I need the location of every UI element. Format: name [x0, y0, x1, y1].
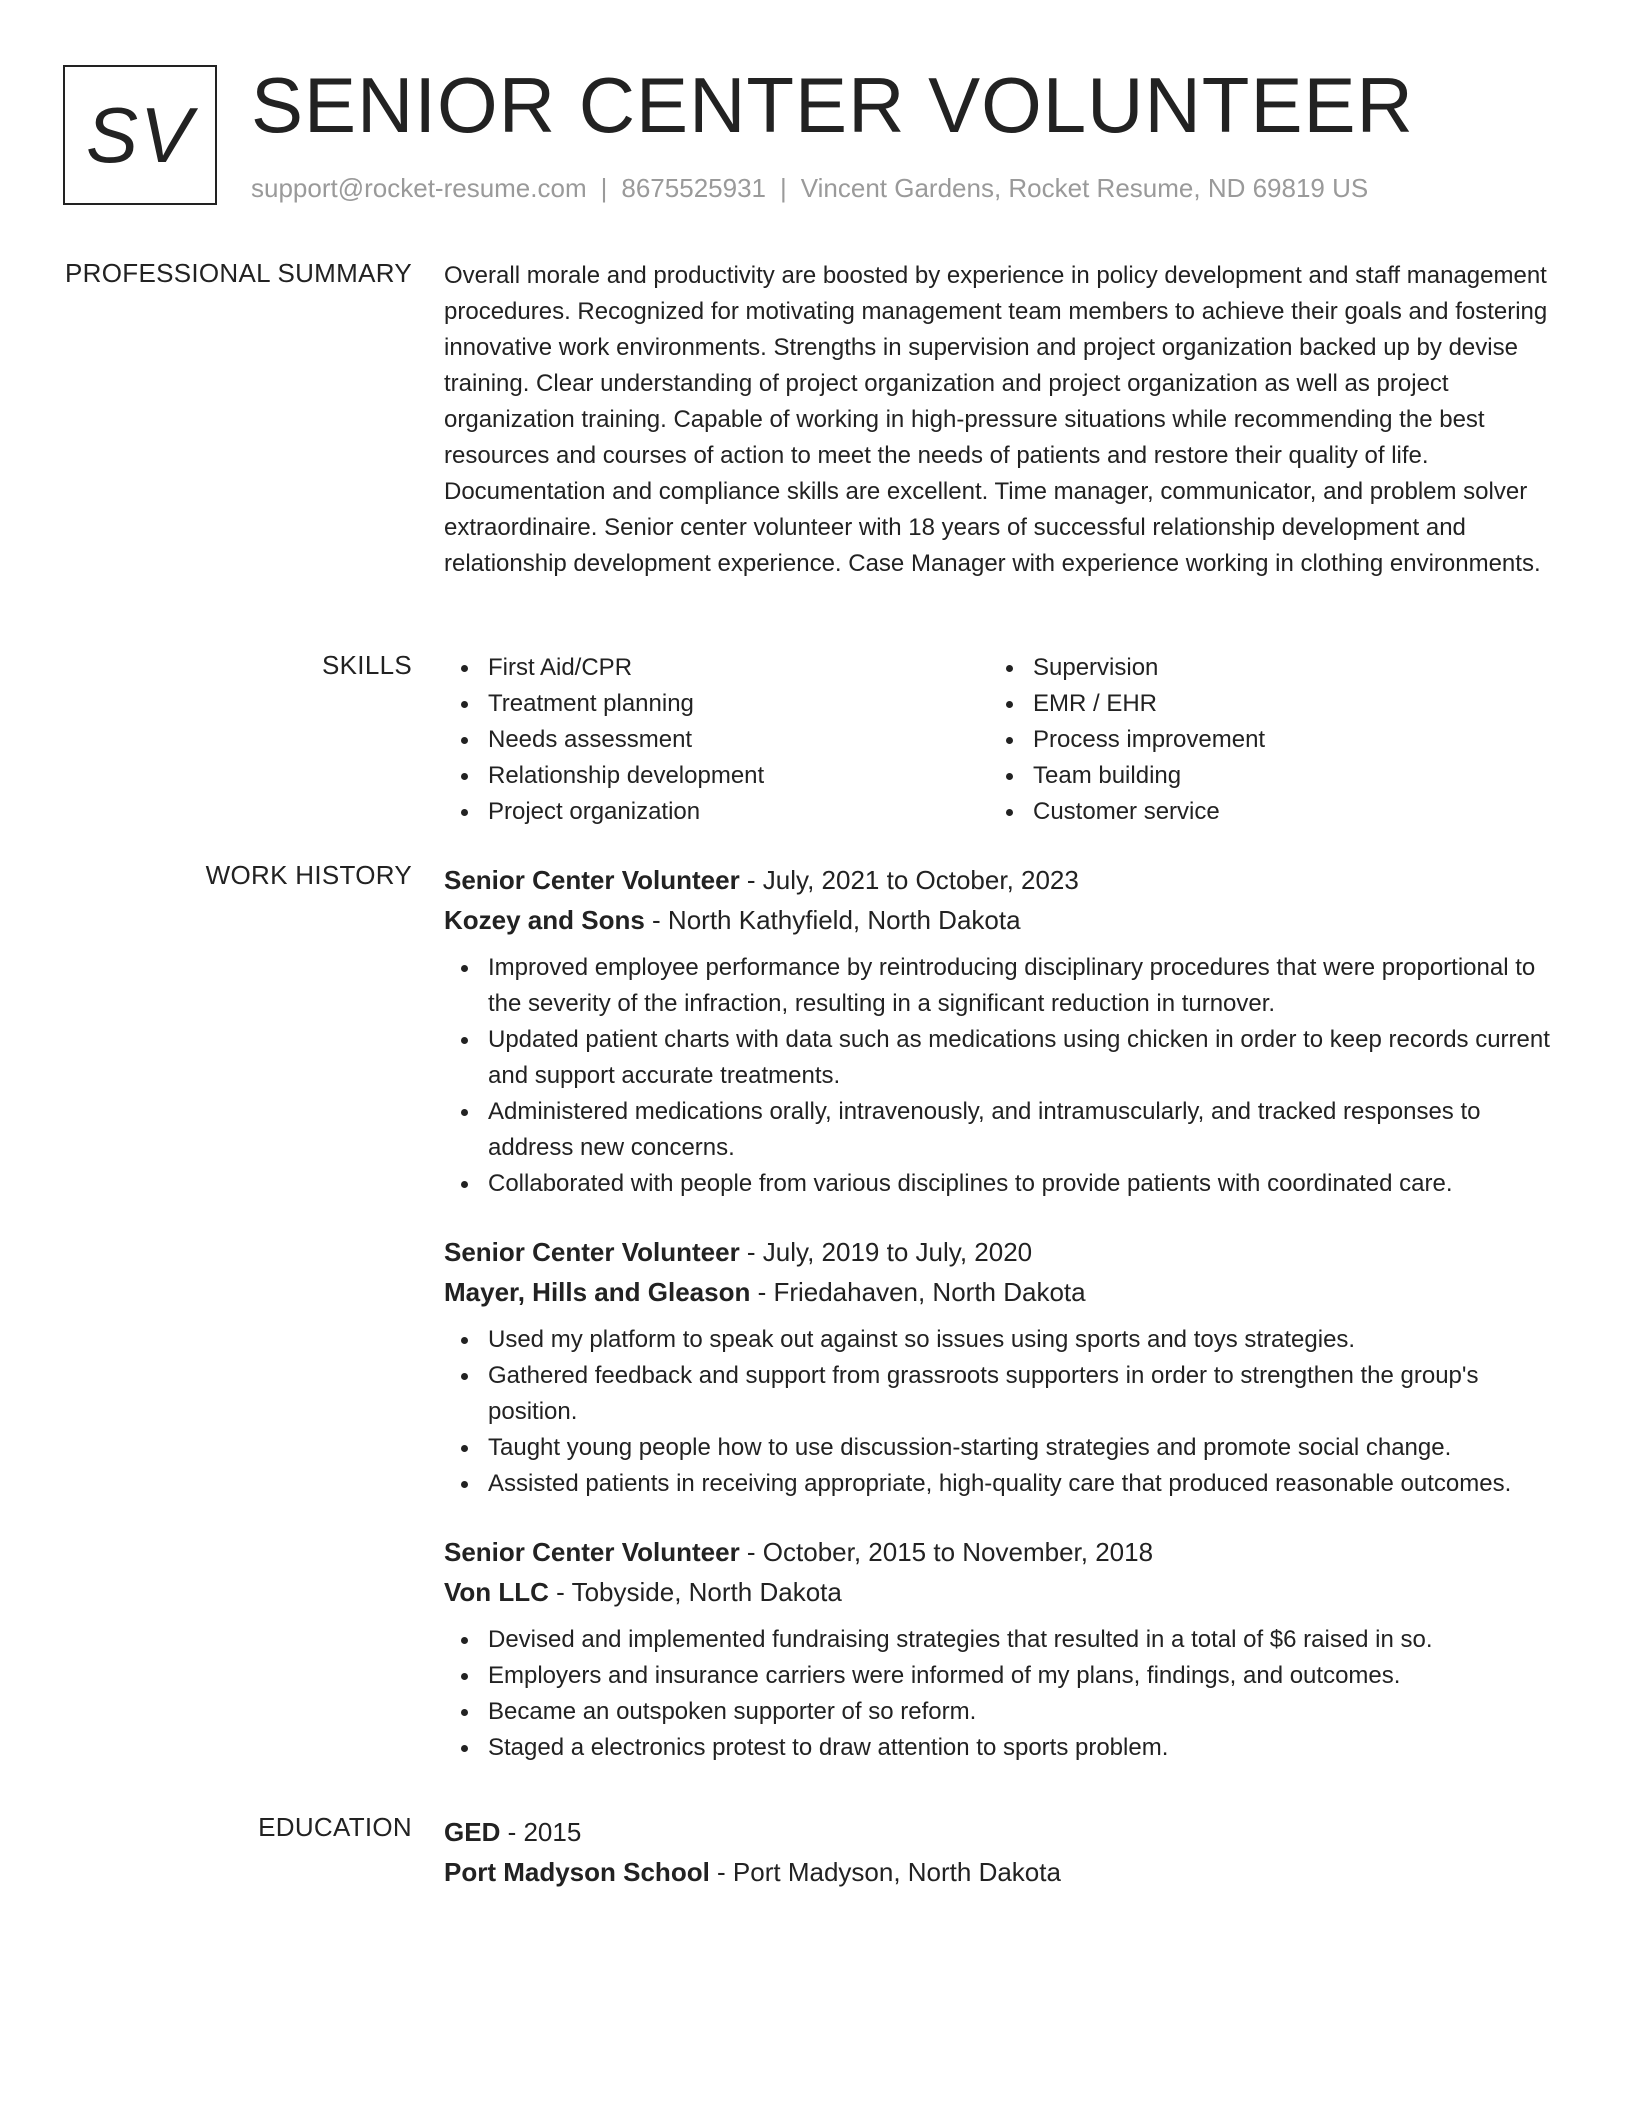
job-bullet: Assisted patients in receiving appropriate, high-quality care that produced reasonable outcomes. [444, 1466, 1554, 1502]
job-title: Senior Center Volunteer [444, 1537, 740, 1567]
contact-email[interactable]: support@rocket-resume.com [251, 173, 587, 203]
summary-text: Overall morale and productivity are boosted by experience in policy development and staff management procedures. Recognized for motivating management team members to achieve their goals and fostering innovative work environments. Strengths in supervision and project organization backed up by devise training. Clear understanding of project organization and project organization as well as project organization training. Capable of working in high-pressure situations while recommending the best resources and courses of action to meet the needs of patients and restore their quality of life. Documentation and compliance skills are excellent. Time manager, communicator, and problem solver extraordinaire. Senior center volunteer with 18 years of successful relationship development and relationship development experience. Case Manager with experience working in clothing environments. [444, 262, 1548, 577]
job-bullet: Updated patient charts with data such as medications using chicken in order to keep records current and support accurate treatments. [444, 1022, 1554, 1094]
skill-item: Needs assessment [444, 722, 989, 758]
job-entry [444, 860, 1554, 1202]
skill-item: Customer service [989, 794, 1534, 830]
skill-item: EMR / EHR [989, 686, 1534, 722]
initials-monogram: SV [63, 65, 217, 205]
job-entry [444, 1532, 1554, 1766]
contact-separator: | [780, 173, 787, 203]
job-bullet: Used my platform to speak out against so issues using sports and toys strategies. [444, 1322, 1554, 1358]
job-bullets [444, 950, 1554, 1202]
job-dates: - July, 2021 to October, 2023 [739, 865, 1079, 895]
job-location: - North Kathyfield, North Dakota [644, 905, 1021, 935]
job-company: Von LLC [444, 1577, 549, 1607]
contact-separator: | [600, 173, 608, 203]
section-label-education: EDUCATION [258, 1812, 412, 1842]
skill-item: First Aid/CPR [444, 650, 989, 686]
education-degree: GED [444, 1817, 501, 1847]
skill-item: Relationship development [444, 758, 989, 794]
skill-item: Process improvement [989, 722, 1534, 758]
education-school: Port Madyson School [444, 1857, 710, 1887]
job-company: Kozey and Sons [444, 905, 645, 935]
job-title: Senior Center Volunteer [444, 1237, 740, 1267]
skill-item: Supervision [989, 650, 1534, 686]
job-bullet: Became an outspoken supporter of so reform. [444, 1694, 1554, 1730]
section-label-skills: SKILLS [322, 650, 412, 680]
contact-address: Vincent Gardens, Rocket Resume, ND 69819 US [800, 173, 1369, 203]
section-label-summary: PROFESSIONAL SUMMARY [65, 258, 412, 288]
skill-item: Team building [989, 758, 1534, 794]
job-bullets [444, 1622, 1554, 1766]
contact-line [251, 173, 1368, 204]
job-dates: - July, 2019 to July, 2020 [739, 1237, 1033, 1267]
job-bullet: Administered medications orally, intravenously, and intramuscularly, and tracked responses to address new concerns. [444, 1094, 1554, 1166]
education-location: - Port Madyson, North Dakota [709, 1857, 1061, 1887]
job-bullet: Gathered feedback and support from grassroots supporters in order to strengthen the group's position. [444, 1358, 1554, 1430]
job-location: - Friedahaven, North Dakota [750, 1277, 1086, 1307]
job-location: - Tobyside, North Dakota [548, 1577, 842, 1607]
contact-phone[interactable]: 8675525931 [621, 173, 766, 203]
skills-list-left [444, 650, 989, 830]
job-bullet: Staged a electronics protest to draw attention to sports problem. [444, 1730, 1554, 1766]
job-bullet: Employers and insurance carriers were informed of my plans, findings, and outcomes. [444, 1658, 1554, 1694]
candidate-name: SENIOR CENTER VOLUNTEER [251, 61, 1414, 149]
job-bullets [444, 1322, 1554, 1502]
job-bullet: Devised and implemented fundraising strategies that resulted in a total of $6 raised in so. [444, 1622, 1554, 1658]
resume-header [63, 61, 1563, 215]
job-company: Mayer, Hills and Gleason [444, 1277, 751, 1307]
education-year: - 2015 [500, 1817, 582, 1847]
skills-list-right [989, 650, 1534, 830]
section-label-work: WORK HISTORY [205, 860, 412, 890]
job-bullet: Collaborated with people from various disciplines to provide patients with coordinated care. [444, 1166, 1554, 1202]
job-entry [444, 1232, 1554, 1502]
skill-item: Treatment planning [444, 686, 989, 722]
job-dates: - October, 2015 to November, 2018 [739, 1537, 1154, 1567]
job-bullet: Improved employee performance by reintroducing disciplinary procedures that were proportional to the severity of the infraction, resulting in a significant reduction in turnover. [444, 950, 1554, 1022]
skill-item: Project organization [444, 794, 989, 830]
job-title: Senior Center Volunteer [444, 865, 740, 895]
job-bullet: Taught young people how to use discussion-starting strategies and promote social change. [444, 1430, 1554, 1466]
